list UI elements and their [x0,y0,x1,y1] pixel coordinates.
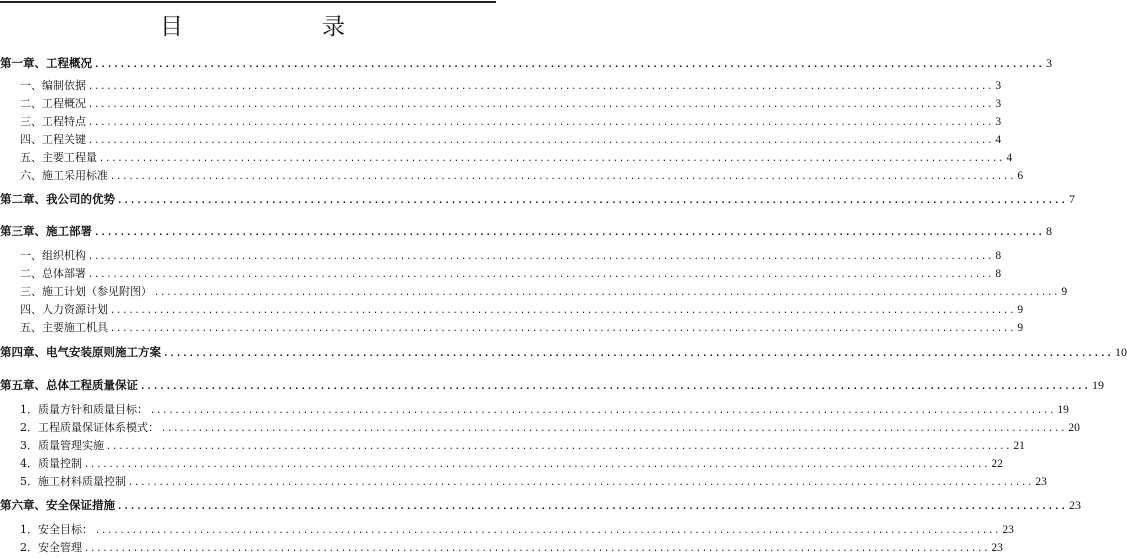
dot-leader: .................................................................................................................................................... [88,136,994,146]
toc-entry-label: 1．安全目标： [20,523,93,536]
dot-leader: .................................................................................................................................................... [117,196,1067,206]
toc-entry[interactable] [20,113,1002,129]
toc-entry-label: 第五章、总体工程质量保证 [0,378,138,392]
toc-page-number: 21 [1013,440,1025,452]
dot-leader: .................................................................................................................................................... [150,406,1056,416]
toc-entry[interactable] [20,301,1024,317]
dot-leader: .................................................................................................................................................... [88,118,994,128]
toc-entry[interactable] [20,419,1080,435]
toc-page-number: 4 [995,134,1002,146]
toc-entry-label: 三、施工计划（参见附图） [20,285,152,298]
toc-entry-label: 2．安全管理 [20,541,82,554]
toc-page-number: 3 [995,116,1002,128]
toc-page-number: 23 [1068,498,1081,512]
toc-entry[interactable] [0,377,1104,393]
toc-page-number: 4 [1006,152,1013,164]
page-title: 目 录 [160,14,403,40]
toc-entry-label: 5．施工材料质量控制 [20,475,126,488]
dot-leader: .................................................................................................................................................... [128,478,1034,488]
toc-entry[interactable] [0,223,1052,239]
dot-leader: .................................................................................................................................................... [88,252,994,262]
toc-entry-label: 3．质量管理实施 [20,439,104,452]
toc-entry[interactable] [20,265,1002,281]
toc-entry-label: 三、工程特点 [20,115,86,128]
toc-page-number: 6 [1017,170,1024,182]
toc-page-number: 23 [1035,476,1047,488]
dot-leader: .................................................................................................................................................... [110,324,1016,334]
toc-page-number: 3 [1045,56,1052,70]
toc-page-number: 8 [995,268,1002,280]
toc-entry[interactable] [0,497,1081,513]
toc-page-number: 8 [995,250,1002,262]
dot-leader: .................................................................................................................................................... [84,460,990,470]
toc-page-number: 23 [991,542,1003,554]
toc-page-number: 7 [1068,192,1075,206]
dot-leader: .................................................................................................................................................... [94,60,1044,70]
toc-entry[interactable] [20,149,1013,165]
dot-leader: .................................................................................................................................................... [163,349,1113,359]
dot-leader: .................................................................................................................................................... [88,270,994,280]
toc-page-number: 19 [1091,378,1104,392]
dot-leader: .................................................................................................................................................... [88,100,994,110]
toc-page-number: 10 [1114,345,1127,359]
dot-leader: .................................................................................................................................................... [140,382,1090,392]
toc-entry[interactable] [20,77,1002,93]
toc-entry-label: 五、主要施工机具 [20,321,108,334]
toc-page-number: 9 [1017,304,1024,316]
toc-entry-label: 四、工程关键 [20,133,86,146]
toc-page-number: 19 [1057,404,1069,416]
toc-entry-label: 4．质量控制 [20,457,82,470]
toc-entry[interactable] [20,455,1003,471]
toc-entry[interactable] [0,344,1127,360]
toc-entry[interactable] [20,437,1025,453]
toc-entry-label: 二、工程概况 [20,97,86,110]
toc-entry[interactable] [20,131,1002,147]
toc-entry-label: 第二章、我公司的优势 [0,192,115,206]
toc-entry-label: 五、主要工程量 [20,151,97,164]
toc-page-number: 23 [1002,524,1014,536]
dot-leader: .................................................................................................................................................... [84,544,990,554]
toc-entry[interactable] [20,401,1069,417]
toc-entry-label: 第六章、安全保证措施 [0,498,115,512]
toc-entry[interactable] [0,55,1052,71]
toc-page-number: 8 [1045,224,1052,238]
dot-leader: .................................................................................................................................................... [154,288,1060,298]
toc-entry-label: 二、总体部署 [20,267,86,280]
toc-entry-label: 一、编制依据 [20,79,86,92]
toc-page-number: 20 [1068,422,1080,434]
toc-page-number: 9 [1017,322,1024,334]
toc-entry-label: 第四章、电气安装原则施工方案 [0,345,161,359]
toc-entry-label: 2．工程质量保证体系模式： [20,421,159,434]
toc-entry[interactable] [20,95,1002,111]
toc-entry[interactable] [20,473,1047,489]
dot-leader: .................................................................................................................................................... [106,442,1012,452]
dot-leader: .................................................................................................................................................... [99,154,1005,164]
dot-leader: .................................................................................................................................................... [117,502,1067,512]
dot-leader: .................................................................................................................................................... [94,228,1044,238]
dot-leader: .................................................................................................................................................... [161,424,1067,434]
toc-entry-label: 第一章、工程概况 [0,56,92,70]
toc-entry[interactable] [20,283,1068,299]
toc-entry-label: 第三章、施工部署 [0,224,92,238]
toc-entry-label: 一、组织机构 [20,249,86,262]
toc-entry[interactable] [20,539,1003,555]
toc-page-number: 3 [995,98,1002,110]
toc-entry-label: 四、人力资源计划 [20,303,108,316]
dot-leader: .................................................................................................................................................... [110,172,1016,182]
toc-page-number: 22 [991,458,1003,470]
toc-entry-label: 六、施工采用标准 [20,169,108,182]
toc-entry-label: 1．质量方针和质量目标： [20,403,148,416]
toc-entry[interactable] [20,167,1024,183]
top-rule [0,1,496,3]
dot-leader: .................................................................................................................................................... [110,306,1016,316]
toc-page-number: 9 [1061,286,1068,298]
toc-page-number: 3 [995,80,1002,92]
toc-entry[interactable] [20,319,1024,335]
dot-leader: .................................................................................................................................................... [88,82,994,92]
toc-entry[interactable] [20,247,1002,263]
toc-entry[interactable] [0,191,1075,207]
toc-entry[interactable] [20,521,1014,537]
dot-leader: .................................................................................................................................................... [95,526,1001,536]
